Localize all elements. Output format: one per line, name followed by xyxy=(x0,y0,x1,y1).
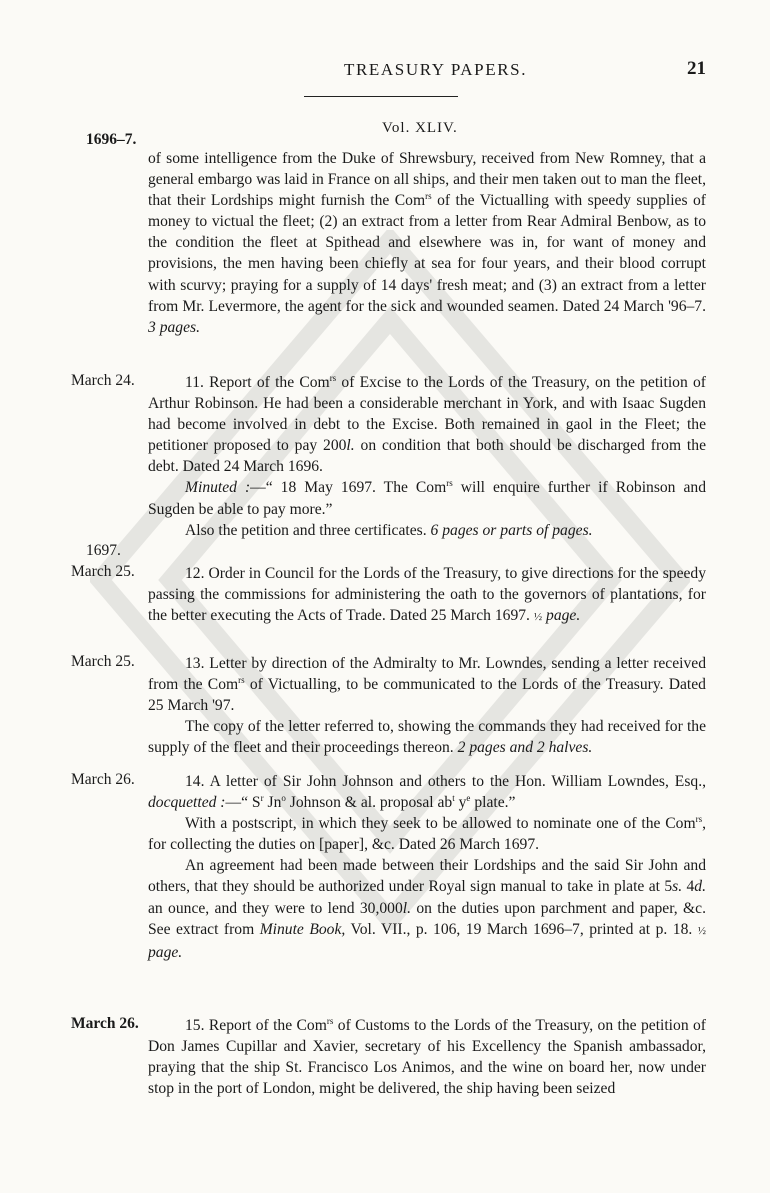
header-rule xyxy=(304,96,458,97)
entry-15-date: March 26. xyxy=(71,1015,139,1032)
page-number: 21 xyxy=(687,58,706,79)
volume-heading: Vol. XLIV. xyxy=(382,120,458,136)
entry-14: 14. A letter of Sir John Johnson and others to the Hon. William Lowndes, Esq., docquetted :—“ $S^r$ Jn$^o$ Johnson & al. proposal $ab^t$ $y^e$ plate.” With a postscript, in which they seek to be allowed to nominate one of the Com$^{rs}$, for collecting the duties on [paper], &c. Dated 26 March 1697. An agreement had been made between their Lordships and the said Sir John and others, that they should be authorized under Royal sign manual to take in plate at 5s. 4d. an ounce, and they were to lend 30,000l. on the duties upon parchment and paper, &c. See extract from Minute Book, Vol. VII., p. 106, 19 March 1696–7, printed at p. 18. ½ page. xyxy=(148,773,706,961)
entry-13-date: March 25. xyxy=(71,653,135,670)
entry-11: 11. Report of the Com$^{rs}$ of Excise to the Lords of the Treasury, on the petition of Arthur Robinson. He had been a considerable merchant in York, and with Isaac Sugden had become involved in debt to the Excise. Both remained in gaol in the Fleet; the petitioner proposed to pay 200l. on condition that both should be discharged from the debt. Dated 24 March 1696. Minuted :—“ 18 May 1697. The Com$^{rs}$ will enquire further if Robinson and Sugden be able to pay more.” Also the petition and three certificates. 6 pages or parts of pages. xyxy=(148,372,706,539)
running-head xyxy=(300,60,720,100)
entry-14-date: March 26. xyxy=(71,771,135,788)
entry-15: 15. Report of the Com$^{rs}$ of Customs to the Lords of the Treasury, on the petition of Don James Cupillar and Xavier, secretary of his Excellency the Spanish ambassador, praying that the ship St. Francisco Los Animos, and the wine on board her, now under stop in the port of London, might be delivered, the ship having been seized xyxy=(148,1015,706,1098)
entry-12-date: March 25. xyxy=(71,563,135,580)
page-header-title: TREASURY PAPERS. xyxy=(344,60,528,79)
entry-11-date: March 24. xyxy=(71,372,135,389)
entry-intro: of some intelligence from the Duke of Shrewsbury, received from New Romney, that a general embargo was laid in France on all ships, and their men taken out to man the fleet, that their Lordships might furnish the Com$^{rs}$ of the Victualling with speedy supplies of money to victual the fleet; (2) an extract from a letter from Rear Admiral Benbow, as to the condition the fleet at Spithead and elsewhere was in, for want of money and provisions, the men having been chiefly at sea for four years, and their blood corrupt with scurvy; praying for a supply of 14 days' fresh meat; and (3) an extract from a letter from Mr. Levermore, the agent for the sick and wounded seamen. Dated 24 March '96–7. 3 pages. xyxy=(148,150,706,336)
entry-12-year: 1697. xyxy=(86,542,121,559)
entry-13: 13. Letter by direction of the Admiralty to Mr. Lowndes, sending a letter received from the Com$^{rs}$ of Victualling, to be communicated to the Lords of the Treasury. Dated 25 March '97. The copy of the letter referred to, showing the commands they had received for the supply of the fleet and their proceedings thereon. 2 pages and 2 halves. xyxy=(148,655,706,757)
entry-12: 12. Order in Council for the Lords of the Treasury, to give directions for the speedy passing the commissions for administering the oath to the governors of plantations, for the better executing the Acts of Trade. Dated 25 March 1697. ½ page. xyxy=(148,565,706,625)
year-marker: 1696–7. xyxy=(86,131,137,148)
